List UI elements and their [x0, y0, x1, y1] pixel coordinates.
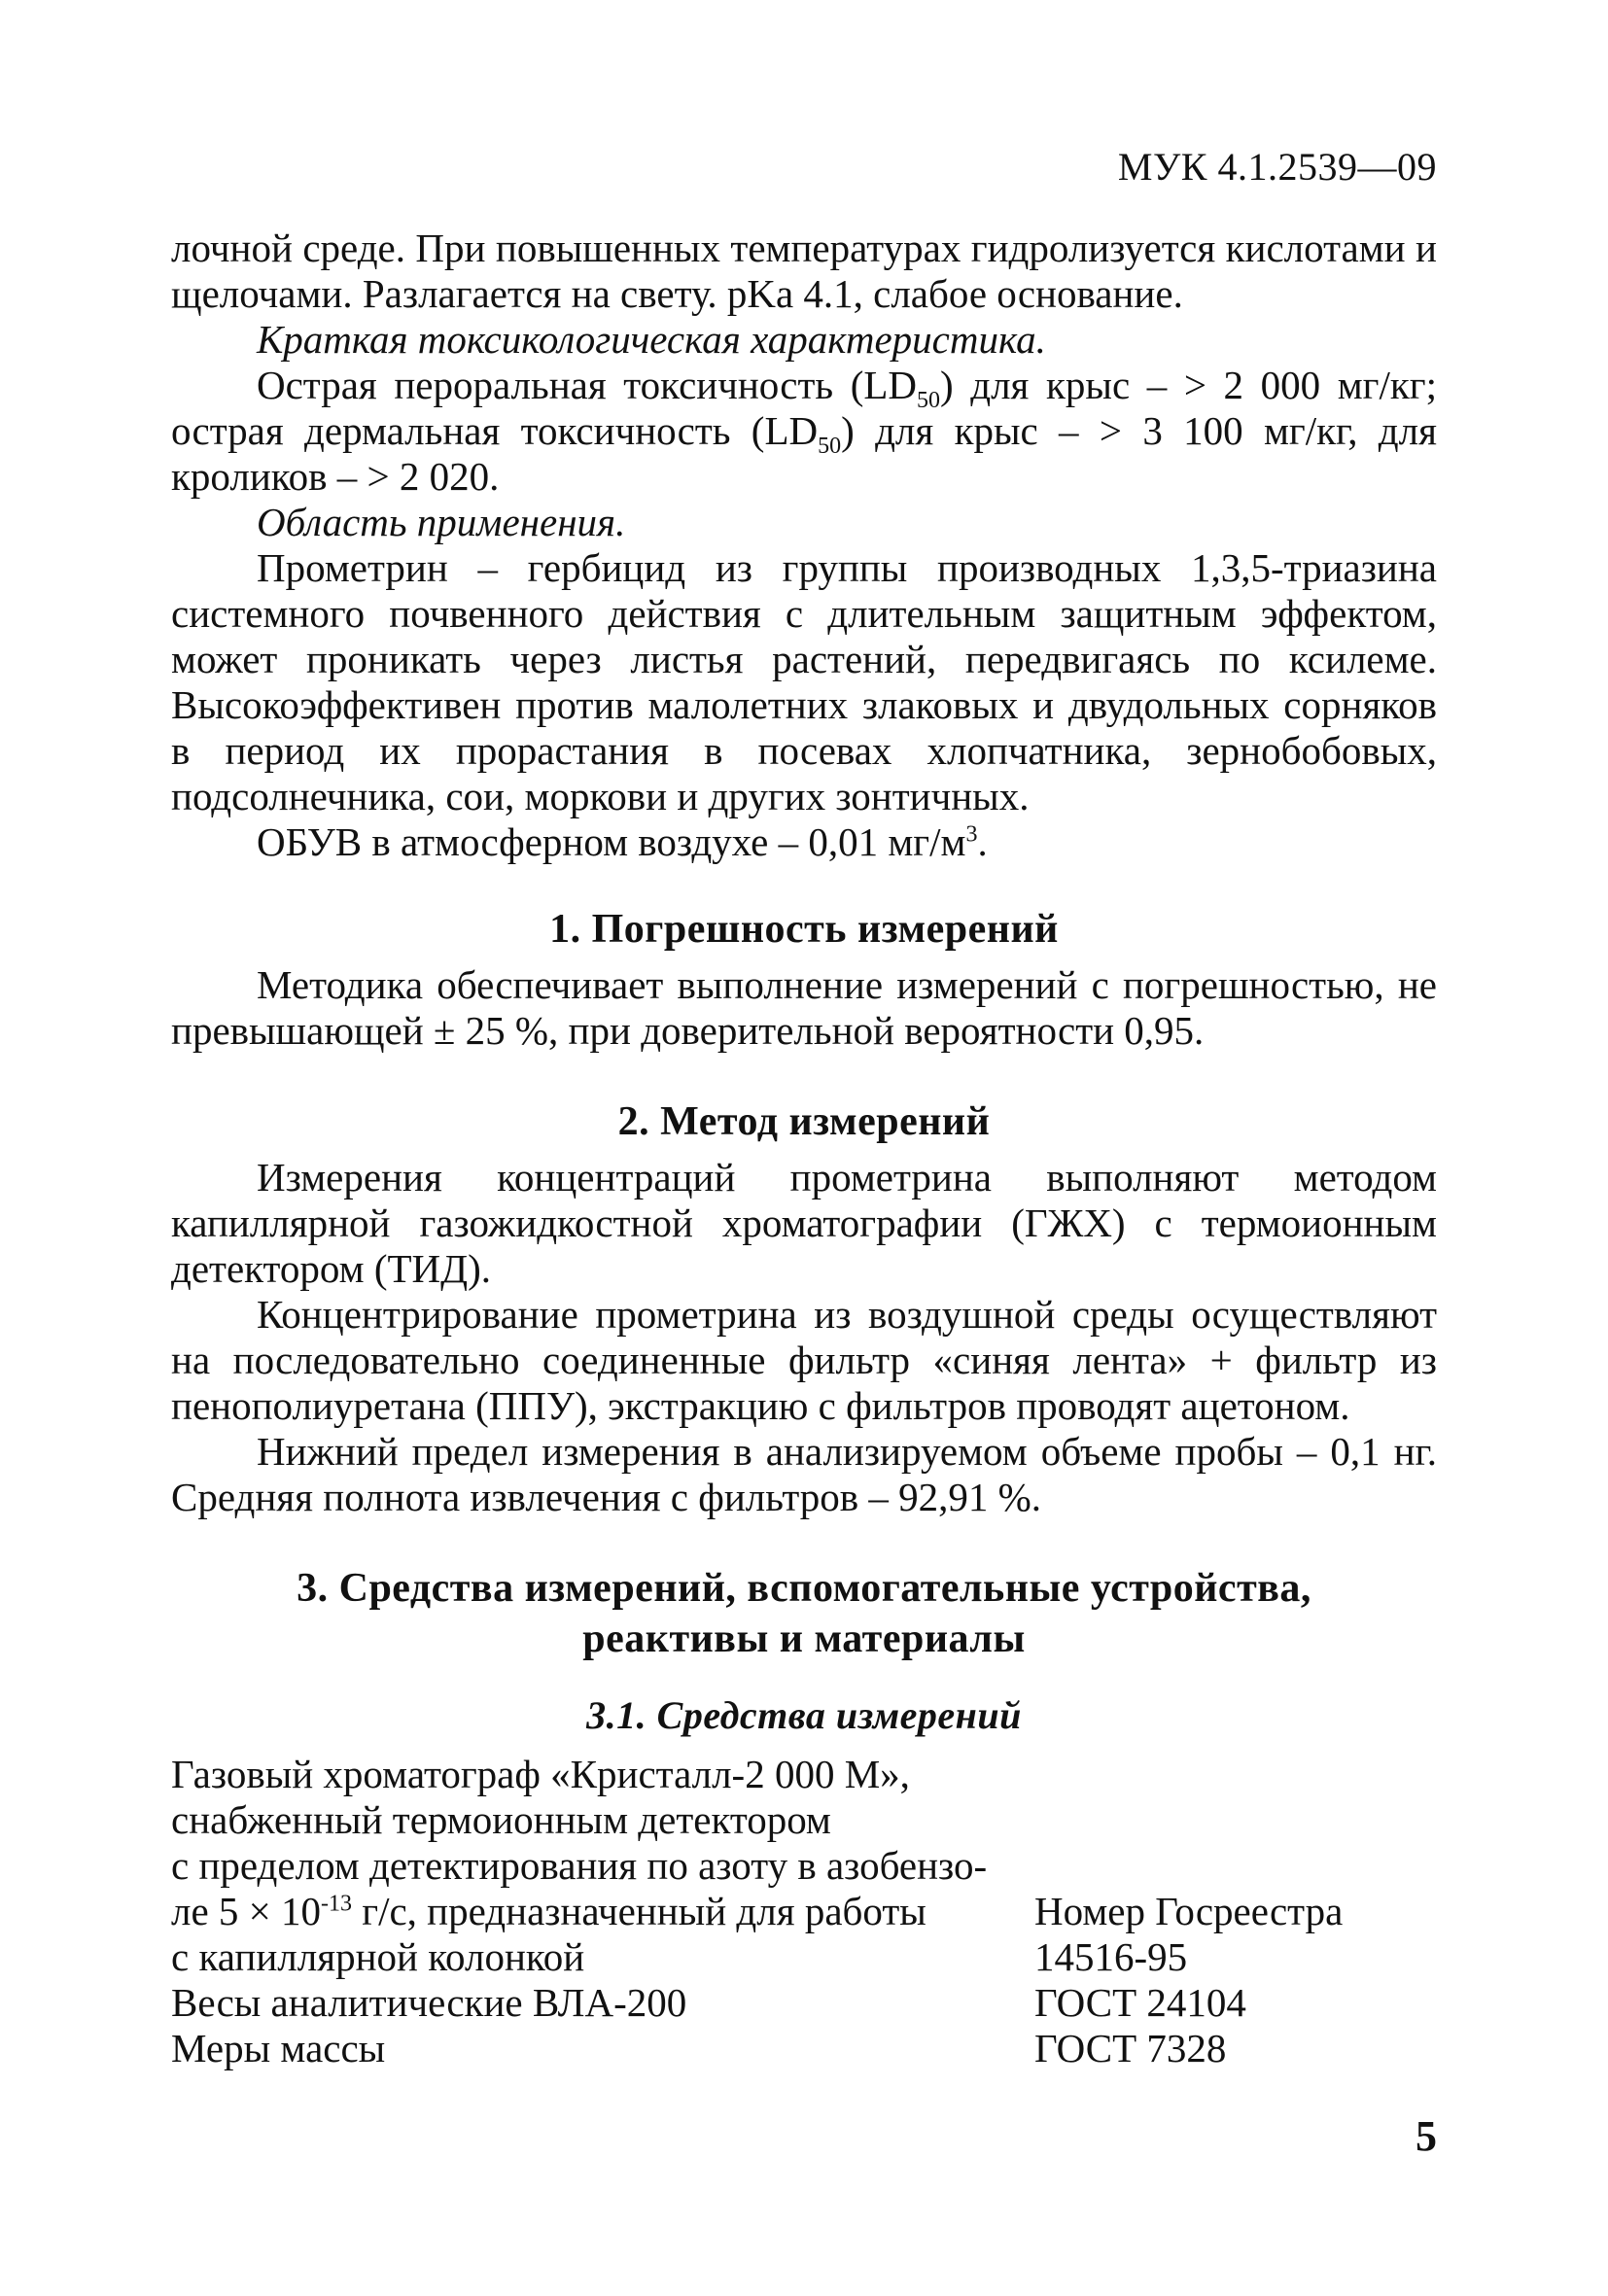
instrument-item-standard: ГОСТ 24104 [1034, 1980, 1246, 2025]
instrument-item-row [171, 1980, 1437, 2026]
instrument-line [171, 1889, 1437, 1934]
application-heading: Область применения. [257, 500, 626, 544]
section-3-title-line-2: реактивы и материалы [582, 1617, 1026, 1661]
instrument-text-line-1: Газовый хроматограф «Кристалл-2 000 М», [171, 1752, 910, 1796]
ld50-subscript-1: 50 [917, 388, 940, 414]
section-2-paragraph-3: Нижний предел измерения в анализируемом объеме пробы – 0,1 нг. Средняя полнота извлечения с фильтров – 92,91 %. [171, 1429, 1437, 1519]
toxicity-text-a: Острая пероральная токсичность (LD [257, 363, 917, 407]
instrument-line [171, 1752, 1437, 1797]
instrument-line-4-a: ле 5 × 10 [171, 1889, 322, 1933]
section-3-title-line-1: 3. Средства измерений, вспомогательные устройства, [297, 1566, 1311, 1611]
instrument-text-line-4 [171, 1889, 926, 1934]
instrument-text-line-2: снабженный термоионным детектором [171, 1797, 831, 1842]
section-2-paragraph-2: Концентрирование прометрина из воздушной среды осуществляют на последовательно соединенные фильтр «синяя лента» + фильтр из пенополиуретана (ППУ), экстракцию с фильтров проводят ацетоном. [171, 1292, 1437, 1428]
instrument-line [171, 1934, 1437, 1980]
instrument-line [171, 1797, 1437, 1843]
page-number: 5 [1416, 2112, 1437, 2160]
paragraph-application: Прометрин – гербицид из группы производных 1,3,5-триазина системного почвенного действия с длительным защитным эффектом, может проникать через листья растений, передвигаясь по ксилеме. Высокоэффективен против малолетних злаковых и двудольных сорняков в период их прорастания в посевах хлопчатника, зернобобовых, подсолнечника, сои, моркови и других зонтичных. [171, 545, 1437, 818]
toxicity-text-b: ) для крыс – > 2 000 мг/кг; острая дермальная токсичность (LD [171, 363, 1437, 453]
exponent-superscript: -13 [321, 1891, 353, 1917]
paragraph-properties: лочной среде. При повышенных температурах гидролизуется кислотами и щелочами. Разлагается на свету. pKa 4.1, слабое основание. [171, 226, 1437, 316]
toxicology-heading: Краткая токсикологическая характеристика. [257, 317, 1046, 362]
toxicity-text-c: ) для крыс – > 3 100 мг/кг, для кроликов – > 2 020. [171, 408, 1437, 499]
paragraph-toxicity [171, 363, 1437, 500]
instrument-item-row [171, 2026, 1437, 2071]
document-code-header: МУК 4.1.2539—09 [1117, 145, 1437, 189]
section-1-title: 1. Погрешность измерений [549, 907, 1059, 952]
section-2-paragraph-1: Измерения концентраций прометрина выполняют методом капиллярной газожидкостной хроматографии (ГЖХ) с термоионным детектором (ТИД). [171, 1155, 1437, 1291]
section-3-title [171, 1563, 1437, 1664]
registry-label: Номер Госреестра [1034, 1889, 1344, 1933]
obuv-text-b: . [977, 819, 988, 864]
instrument-text-line-5: с капиллярной колонкой [171, 1934, 585, 1979]
instrument-line [171, 1843, 1437, 1889]
instrument-item-name: Меры массы [171, 2026, 386, 2070]
section-1-text: Методика обеспечивает выполнение измерений с погрешностью, не превышающей ± 25 %, при доверительной вероятности 0,95. [171, 962, 1437, 1053]
obuv-text-a: ОБУВ в атмосферном воздухе – 0,01 мг/м [257, 819, 966, 864]
paragraph-obuv [171, 819, 1437, 865]
instrument-item-name: Весы аналитические ВЛА-200 [171, 1980, 687, 2025]
subsection-3-1-title: 3.1. Средства измерений [586, 1693, 1022, 1737]
section-2-title: 2. Метод измерений [617, 1099, 991, 1144]
ld50-subscript-2: 50 [818, 434, 842, 460]
page-content [171, 226, 1437, 2071]
instrument-item-standard: ГОСТ 7328 [1034, 2026, 1227, 2070]
instruments-list [171, 1752, 1437, 2071]
registry-number: 14516-95 [1034, 1934, 1188, 1979]
instrument-line-4-b: г/с, предназначенный для работы [352, 1889, 926, 1933]
instrument-text-line-3: с пределом детектирования по азоту в азобензо- [171, 1843, 988, 1888]
obuv-superscript: 3 [965, 821, 978, 848]
